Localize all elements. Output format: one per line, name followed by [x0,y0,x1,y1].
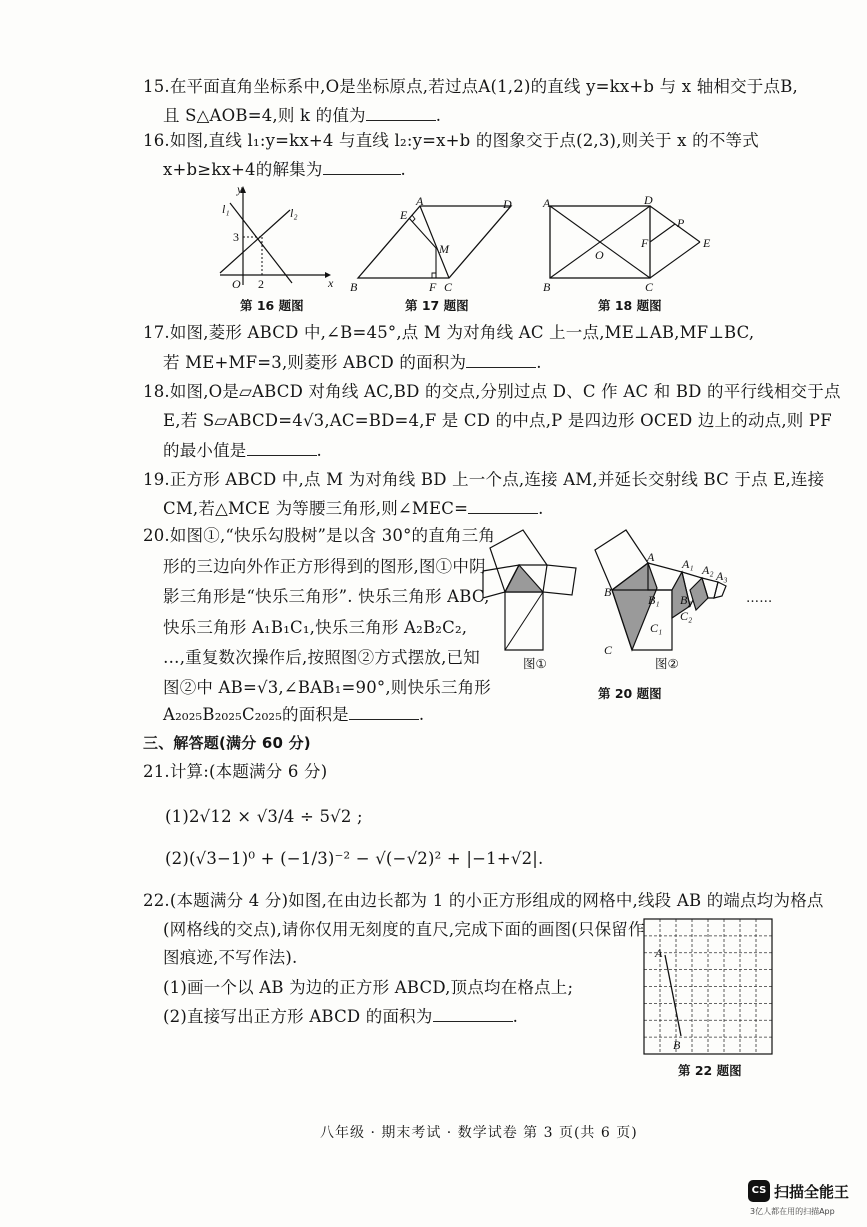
fig20-1-right-square [543,565,576,595]
fig18-label-f: F [641,236,649,250]
fig18-caption: 第 18 题图 [598,298,662,313]
q17-line2 [163,351,542,374]
fig22-grid [643,918,775,1058]
q20-line3: 影三角形是“快乐三角形”. 快乐三角形 ABC, [163,587,490,606]
fig16-label-l2: l₂ [290,206,298,220]
fig20-figure2 [590,528,740,658]
q15-end: . [435,106,442,125]
fig16-label-2: 2 [258,277,264,291]
q16-end: . [400,160,406,179]
camscanner-logo-icon: CS [748,1180,770,1202]
fig18-label-b: B [543,280,551,294]
fig16-line-l1 [230,203,292,283]
q15-line1: 15.在平面直角坐标系中,O是坐标原点,若过点A(1,2)的直线 y=kx+b 与 x 轴相交于点B, [143,77,798,96]
fig17-rhombus [348,195,523,295]
q16-answer-blank[interactable] [323,158,401,175]
q16-line1: 16.如图,直线 l₁:y=kx+4 与直线 l₂:y=x+b 的图象交于点(2,3),则关于 x 的不等式 [143,131,759,150]
q21-part1: (1)2√12 × √3/4 ÷ 5√2 ; [165,807,363,826]
fig20-label-b2: B₂ [680,593,692,607]
fig17-right-angle-e [412,215,415,222]
fig22-label-a: A [655,946,663,960]
fig20-label-a3: A₃ [716,569,728,583]
fig17-caption: 第 17 题图 [405,298,469,313]
fig17-label-b: B [350,280,358,294]
fig18-label-c: C [645,280,654,294]
fig20-1-shaded-triangle [505,565,543,592]
fig17-label-m: M [439,242,449,256]
q15-answer-blank[interactable] [366,104,436,121]
q18-end: . [316,441,322,460]
fig20-label-b1: B₁ [648,593,660,607]
fig20-label-c: C [604,643,613,657]
q19-line2 [163,497,544,520]
q22-line4: (1)画一个以 AB 为边的正方形 ABCD,顶点均在格点上; [163,978,574,997]
fig17-right-angle-f [432,273,436,278]
fig17-segment-me [409,218,436,248]
fig18-label-e: E [703,236,711,250]
q18-answer-blank[interactable] [247,439,317,456]
q22-end: . [512,1007,519,1026]
q20-line6: 图②中 AB=√3,∠BAB₁=90°,则快乐三角形 [163,678,491,697]
q20-answer-blank[interactable] [349,703,419,720]
fig16-caption: 第 16 题图 [240,298,304,313]
fig22-gridlines [644,919,772,1054]
fig16-line-l2 [220,210,290,273]
fig18-label-p: P [677,216,685,230]
q18-line2: E,若 S▱ABCD=4√3,AC=BD=4,F 是 CD 的中点,P 是四边形 OCED 边上的动点,则 PF [163,411,832,430]
fig20-label-a: A [647,550,655,564]
fig18-segment-fp [650,224,675,242]
q20-line7 [163,703,424,726]
q17-end: . [536,353,542,372]
fig20-1-caption: 图① [523,656,547,671]
q18-line1: 18.如图,O是▱ABCD 对角线 AC,BD 的交点,分别过点 D、C 作 AC 和 BD 的平行线相交于点 [143,382,841,401]
fig18-label-d: D [644,193,653,207]
fig20-label-b: B [604,585,612,599]
q17-answer-blank[interactable] [466,351,536,368]
fig20-ellipsis: …… [746,591,773,606]
fig18-segment-ce [650,242,700,278]
fig18-label-a: A [543,196,551,210]
fig16-label-y: y [237,182,243,196]
q22-line2: (网格线的交点),请你仅用无刻度的直尺,完成下面的画图(只保留作 [163,920,645,939]
camscanner-slogan: 3亿人都在用的扫描App [750,1207,835,1216]
fig20-label-a1: A₁ [682,557,694,571]
q19-line1: 19.正方形 ABCD 中,点 M 为对角线 BD 上一个点,连接 AM,并延长交射线 BC 于点 E,连接 [143,470,825,489]
fig20-label-c1: C₁ [650,621,663,635]
q22-line1: 22.(本题满分 4 分)如图,在由边长都为 1 的小正方形组成的网格中,线段 AB 的端点均为格点 [143,891,824,910]
q20-line2: 形的三边向外作正方形得到的图形,图①中阴 [163,557,486,576]
q15-text: 且 S△AOB=4,则 k 的值为 [163,106,366,125]
q21-part2: (2)(√3−1)⁰ + (−1/3)⁻² − √(−√2)² + |−1+√2|. [165,849,544,868]
fig22-segment-ab [665,955,681,1036]
q16-text: x+b≥kx+4的解集为 [163,160,323,179]
q19-text: CM,若△MCE 为等腰三角形,则∠MEC= [163,499,469,518]
fig17-label-d: D [503,197,512,211]
fig16-label-l1: l₁ [222,202,230,216]
q20-line5: …,重复数次操作后,按照图②方式摆放,已知 [163,648,480,667]
fig22-label-b: B [673,1038,681,1052]
fig20-label-c2: C₂ [680,609,693,623]
q16-line2 [163,158,406,181]
q22-line5 [163,1005,518,1028]
q18-text: 的最小值是 [163,441,247,460]
fig17-label-a: A [416,194,424,208]
fig20-2-square-4 [714,582,726,598]
q17-line1: 17.如图,菱形 ABCD 中,∠B=45°,点 M 为对角线 AC 上一点,ME⊥AB,MF⊥BC, [143,323,755,342]
fig20-caption: 第 20 题图 [598,686,662,701]
fig20-2-caption: 图② [655,656,679,671]
q22-line3: 图痕迹,不写作法). [163,948,298,967]
camscanner-name: 扫描全能王 [774,1183,850,1201]
fig20-figure1 [480,528,580,658]
q20-text: A₂₀₂₅B₂₀₂₅C₂₀₂₅的面积是 [163,705,349,724]
fig17-label-c: C [444,280,453,294]
page-footer: 八年级 · 期末考试 · 数学试卷 第 3 页(共 6 页) [320,1125,638,1141]
q17-text: 若 ME+MF=3,则菱形 ABCD 的面积为 [163,353,467,372]
q15-line2 [163,104,441,127]
fig20-2-shaded-a2b2c2 [690,578,708,610]
q21-title: 21.计算:(本题满分 6 分) [143,762,328,781]
q18-line3 [163,439,322,462]
q22-text: (2)直接写出正方形 ABCD 的面积为 [163,1007,433,1026]
fig20-label-a2: A₂ [702,563,714,577]
fig16-graph [210,182,335,291]
fig17-label-e: E [400,208,408,222]
q20-line1: 20.如图①,“快乐勾股树”是以含 30°的直角三角 [143,526,496,545]
q19-end: . [538,499,544,518]
fig16-label-x: x [328,276,334,290]
q20-end: . [418,705,425,724]
q20-line4: 快乐三角形 A₁B₁C₁,快乐三角形 A₂B₂C₂, [163,618,468,637]
q19-answer-blank[interactable] [468,497,538,514]
fig16-label-3: 3 [233,230,239,244]
fig16-label-o: O [232,277,241,291]
fig18-figure [540,195,715,295]
fig22-caption: 第 22 题图 [678,1063,742,1078]
fig18-label-o: O [595,248,604,262]
section-3-title: 三、解答题(满分 60 分) [143,734,311,752]
q22-answer-blank[interactable] [433,1005,513,1022]
fig17-label-f: F [429,280,437,294]
